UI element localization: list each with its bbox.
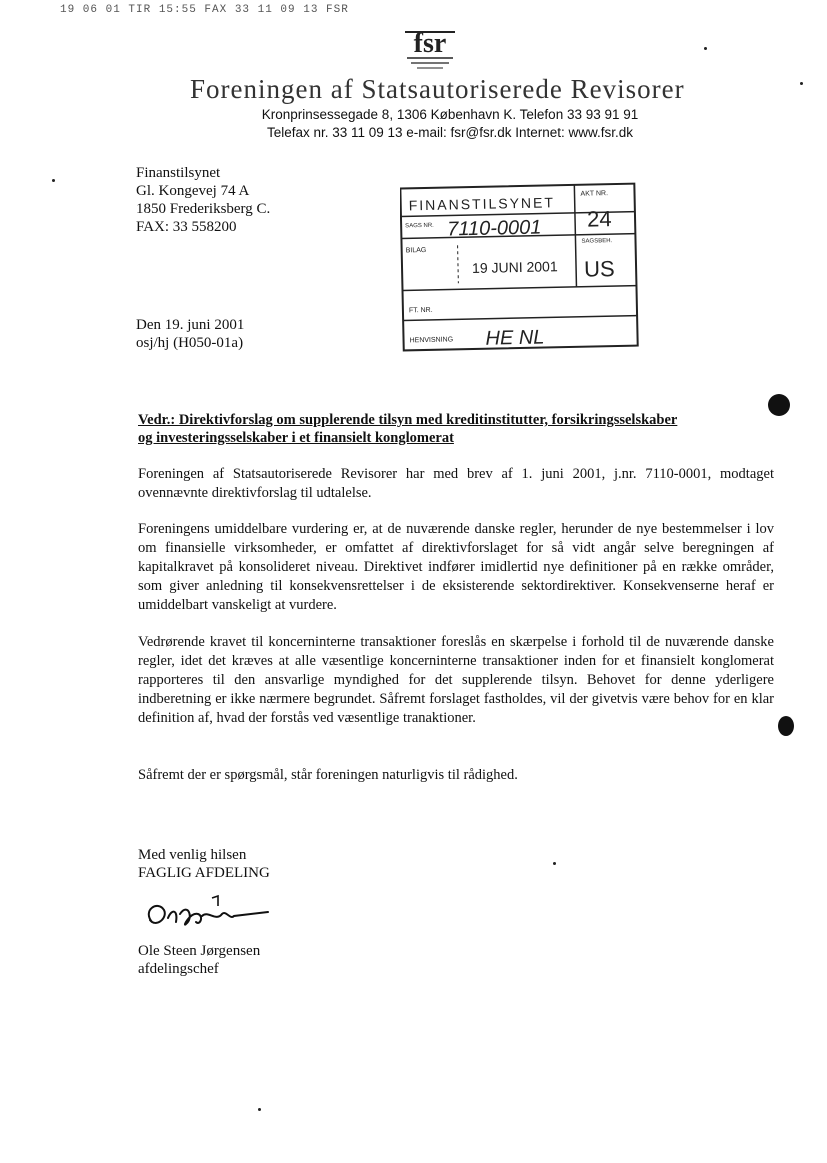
scan-speck [704, 47, 707, 50]
letter-date: Den 19. juni 2001 [136, 317, 245, 333]
recipient-address [136, 164, 270, 236]
subject-line-1: Vedr.: Direktivforslag om supplerende tilsyn med kreditinstitutter, forsikringsselskaber [138, 412, 678, 428]
letter-reference: osj/hj (H050-01a) [136, 335, 244, 351]
body-paragraph-3: Vedrørende kravet til koncerninterne transaktioner foreslås en skærpelse i forhold til de nuværende danske regler, idet det kræves at alle væsentlige koncerninterne transaktioner inden for et finansielt konglomerat rapporteres til den ansvarlige myndighed for det supplerende tilsyn. Behovet for denne yderligere indberetning er ikke nærmere begrundet. Såfremt forslaget fastholdes, vil der givetvis være behov for en klar definition af, hvad der forstås ved væsentlige tranaktioner. [138, 634, 774, 726]
stamp-ft-label: FT. NR. [408, 306, 433, 315]
scan-artifact-top-right [768, 394, 790, 416]
letterhead-contact-line: Telefax nr. 33 11 09 13 e-mail: fsr@fsr.dk Internet: www.fsr.dk [266, 125, 634, 140]
recipient-city: 1850 Frederiksberg C. [136, 201, 271, 217]
recipient-street: Gl. Kongevej 74 A [136, 183, 250, 199]
stamp-sagsbeh-label: SAGSBEH. [581, 238, 613, 245]
signer-block [138, 942, 260, 978]
stamp-sagsbeh-value: US [583, 256, 615, 282]
scan-artifact-right [778, 716, 794, 736]
subject-heading [138, 411, 778, 447]
signer-name: Ole Steen Jørgensen [138, 943, 261, 959]
fsr-logo-icon [395, 20, 465, 75]
letterhead-address-line: Kronprinsessegade 8, 1306 København K. Telefon 33 93 91 91 [261, 107, 639, 122]
scan-speck [553, 862, 556, 865]
body-paragraph-4: Såfremt der er spørgsmål, står foreningen naturligvis til rådighed. [138, 767, 518, 783]
stamp-akt-label: AKT NR. [580, 190, 609, 198]
stamp-bilag-label: BILAG [405, 246, 427, 255]
stamp-received-date: 19 JUNI 2001 [471, 258, 558, 277]
letterhead-org-name: Foreningen af Statsautoriserede Revisorer [190, 74, 685, 104]
subject-line-2: og investeringsselskaber i et finansielt konglomerat [138, 430, 454, 446]
closing-greeting: Med venlig hilsen [138, 847, 247, 863]
scan-speck [800, 82, 803, 85]
closing-department: FAGLIG AFDELING [138, 865, 270, 881]
stamp-henvisning-label: HENVISNING [409, 336, 454, 345]
signer-title: afdelingschef [138, 961, 219, 977]
recipient-name: Finanstilsynet [136, 165, 221, 181]
signature-icon [138, 892, 278, 940]
date-block [136, 316, 244, 352]
scan-speck [52, 179, 55, 182]
stamp-sag-label: SAGS NR. [405, 222, 434, 230]
received-stamp [400, 178, 640, 352]
recipient-fax: FAX: 33 558200 [136, 219, 237, 235]
stamp-henvisning-value: HE NL [485, 326, 545, 350]
stamp-sag-value: 7110-0001 [447, 216, 542, 241]
closing-block [138, 846, 270, 882]
body-paragraph-2: Foreningens umiddelbare vurdering er, at de nuværende danske regler, herunder de nye bestemmelser i lov om finansielle virksomheder, er omfattet af direktivforslaget for så vidt angår selve beregningen af kapitalkravet på konsolideret niveau. Direktivet indfører imidlertid nye definitioner på en række områder, som giver anledning til konsekvensrettelser i de eksisterende sektordirektiver. Konsekvenserne heraf er umiddelbart vanskeligt at vurdere. [138, 521, 774, 613]
stamp-akt-value: 24 [586, 206, 612, 232]
letterhead-address [200, 106, 700, 142]
stamp-org: FINANSTILSYNET [408, 194, 556, 214]
logo-letters: fsr [413, 28, 447, 59]
fax-transmission-header: 19 06 01 TIR 15:55 FAX 33 11 09 13 FSR [60, 4, 349, 16]
scan-speck [258, 1108, 261, 1111]
body-paragraph-1: Foreningen af Statsautoriserede Revisorer har med brev af 1. juni 2001, j.nr. 7110-0001, modtaget ovennævnte direktivforslag til udtalelse. [138, 466, 774, 501]
